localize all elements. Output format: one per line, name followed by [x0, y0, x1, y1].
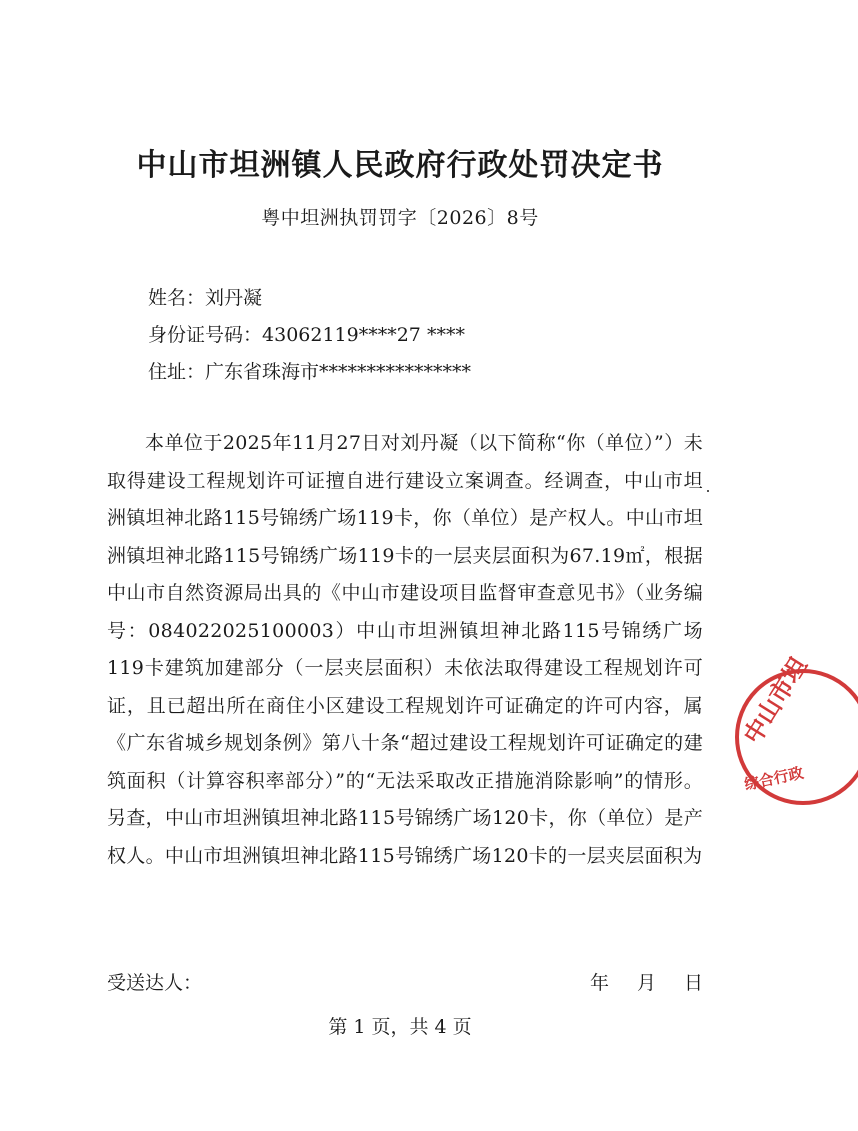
party-info [148, 280, 471, 391]
seal-text: 中山市坦 [738, 652, 813, 749]
party-id-line [148, 317, 471, 354]
page-indicator: 第 1 页，共 4 页 [328, 1016, 472, 1038]
party-name-value: 刘丹凝 [205, 287, 263, 309]
party-name-line [148, 280, 471, 317]
document-number: 粤中坦洲执罚罚字〔2026〕8号 [261, 207, 539, 229]
party-address-line [148, 354, 471, 391]
date-month: 月 [636, 972, 656, 994]
party-address-label: 住址： [148, 361, 206, 383]
date-day: 日 [683, 972, 703, 994]
official-seal-stamp [728, 652, 858, 815]
recipient-label: 受送达人： [107, 972, 203, 994]
document-title: 中山市坦洲镇人民政府行政处罚决定书 [136, 148, 664, 183]
party-id-label: 身份证号码： [148, 324, 263, 346]
scan-dot [707, 490, 709, 492]
party-id-value: 43062119****27 **** [262, 324, 465, 346]
signature-date [562, 968, 703, 995]
recipient-line [107, 968, 703, 995]
seal-ring [737, 671, 858, 803]
date-year: 年 [589, 972, 609, 994]
body-paragraph: 本单位于2025年11月27日对刘丹凝（以下简称“你（单位）”）未取得建设工程规划许可证擅自进行建设立案调查。经调查，中山市坦洲镇坦神北路115号锦绣广场119卡，你（单位）是产权人。中山市坦洲镇坦神北路115号锦绣广场119卡的一层夹层面积为67.19㎡，根据中山市自然资源局出具的《中山市建设项目监督审查意见书》（业务编号：084022025100003）中山市坦洲镇坦神北路115号锦绣广场119卡建筑加建部分（一层夹层面积）未依法取得建设工程规划许可证，且已超出所在商住小区建设工程规划许可证确定的许可内容，属《广东省城乡规划条例》第八十条“超过建设工程规划许可证确定的建筑面积（计算容积率部分）”的“无法采取改正措施消除影响”的情形。另查，中山市坦洲镇坦神北路115号锦绣广场120卡，你（单位）是产权人。中山市坦洲镇坦神北路115号锦绣广场120卡的一层夹层面积为 [107, 432, 703, 867]
party-address-value: 广东省珠海市**************** [205, 361, 472, 383]
party-name-label: 姓名： [148, 287, 206, 309]
seal-subtext: 综合行政 [742, 763, 806, 794]
